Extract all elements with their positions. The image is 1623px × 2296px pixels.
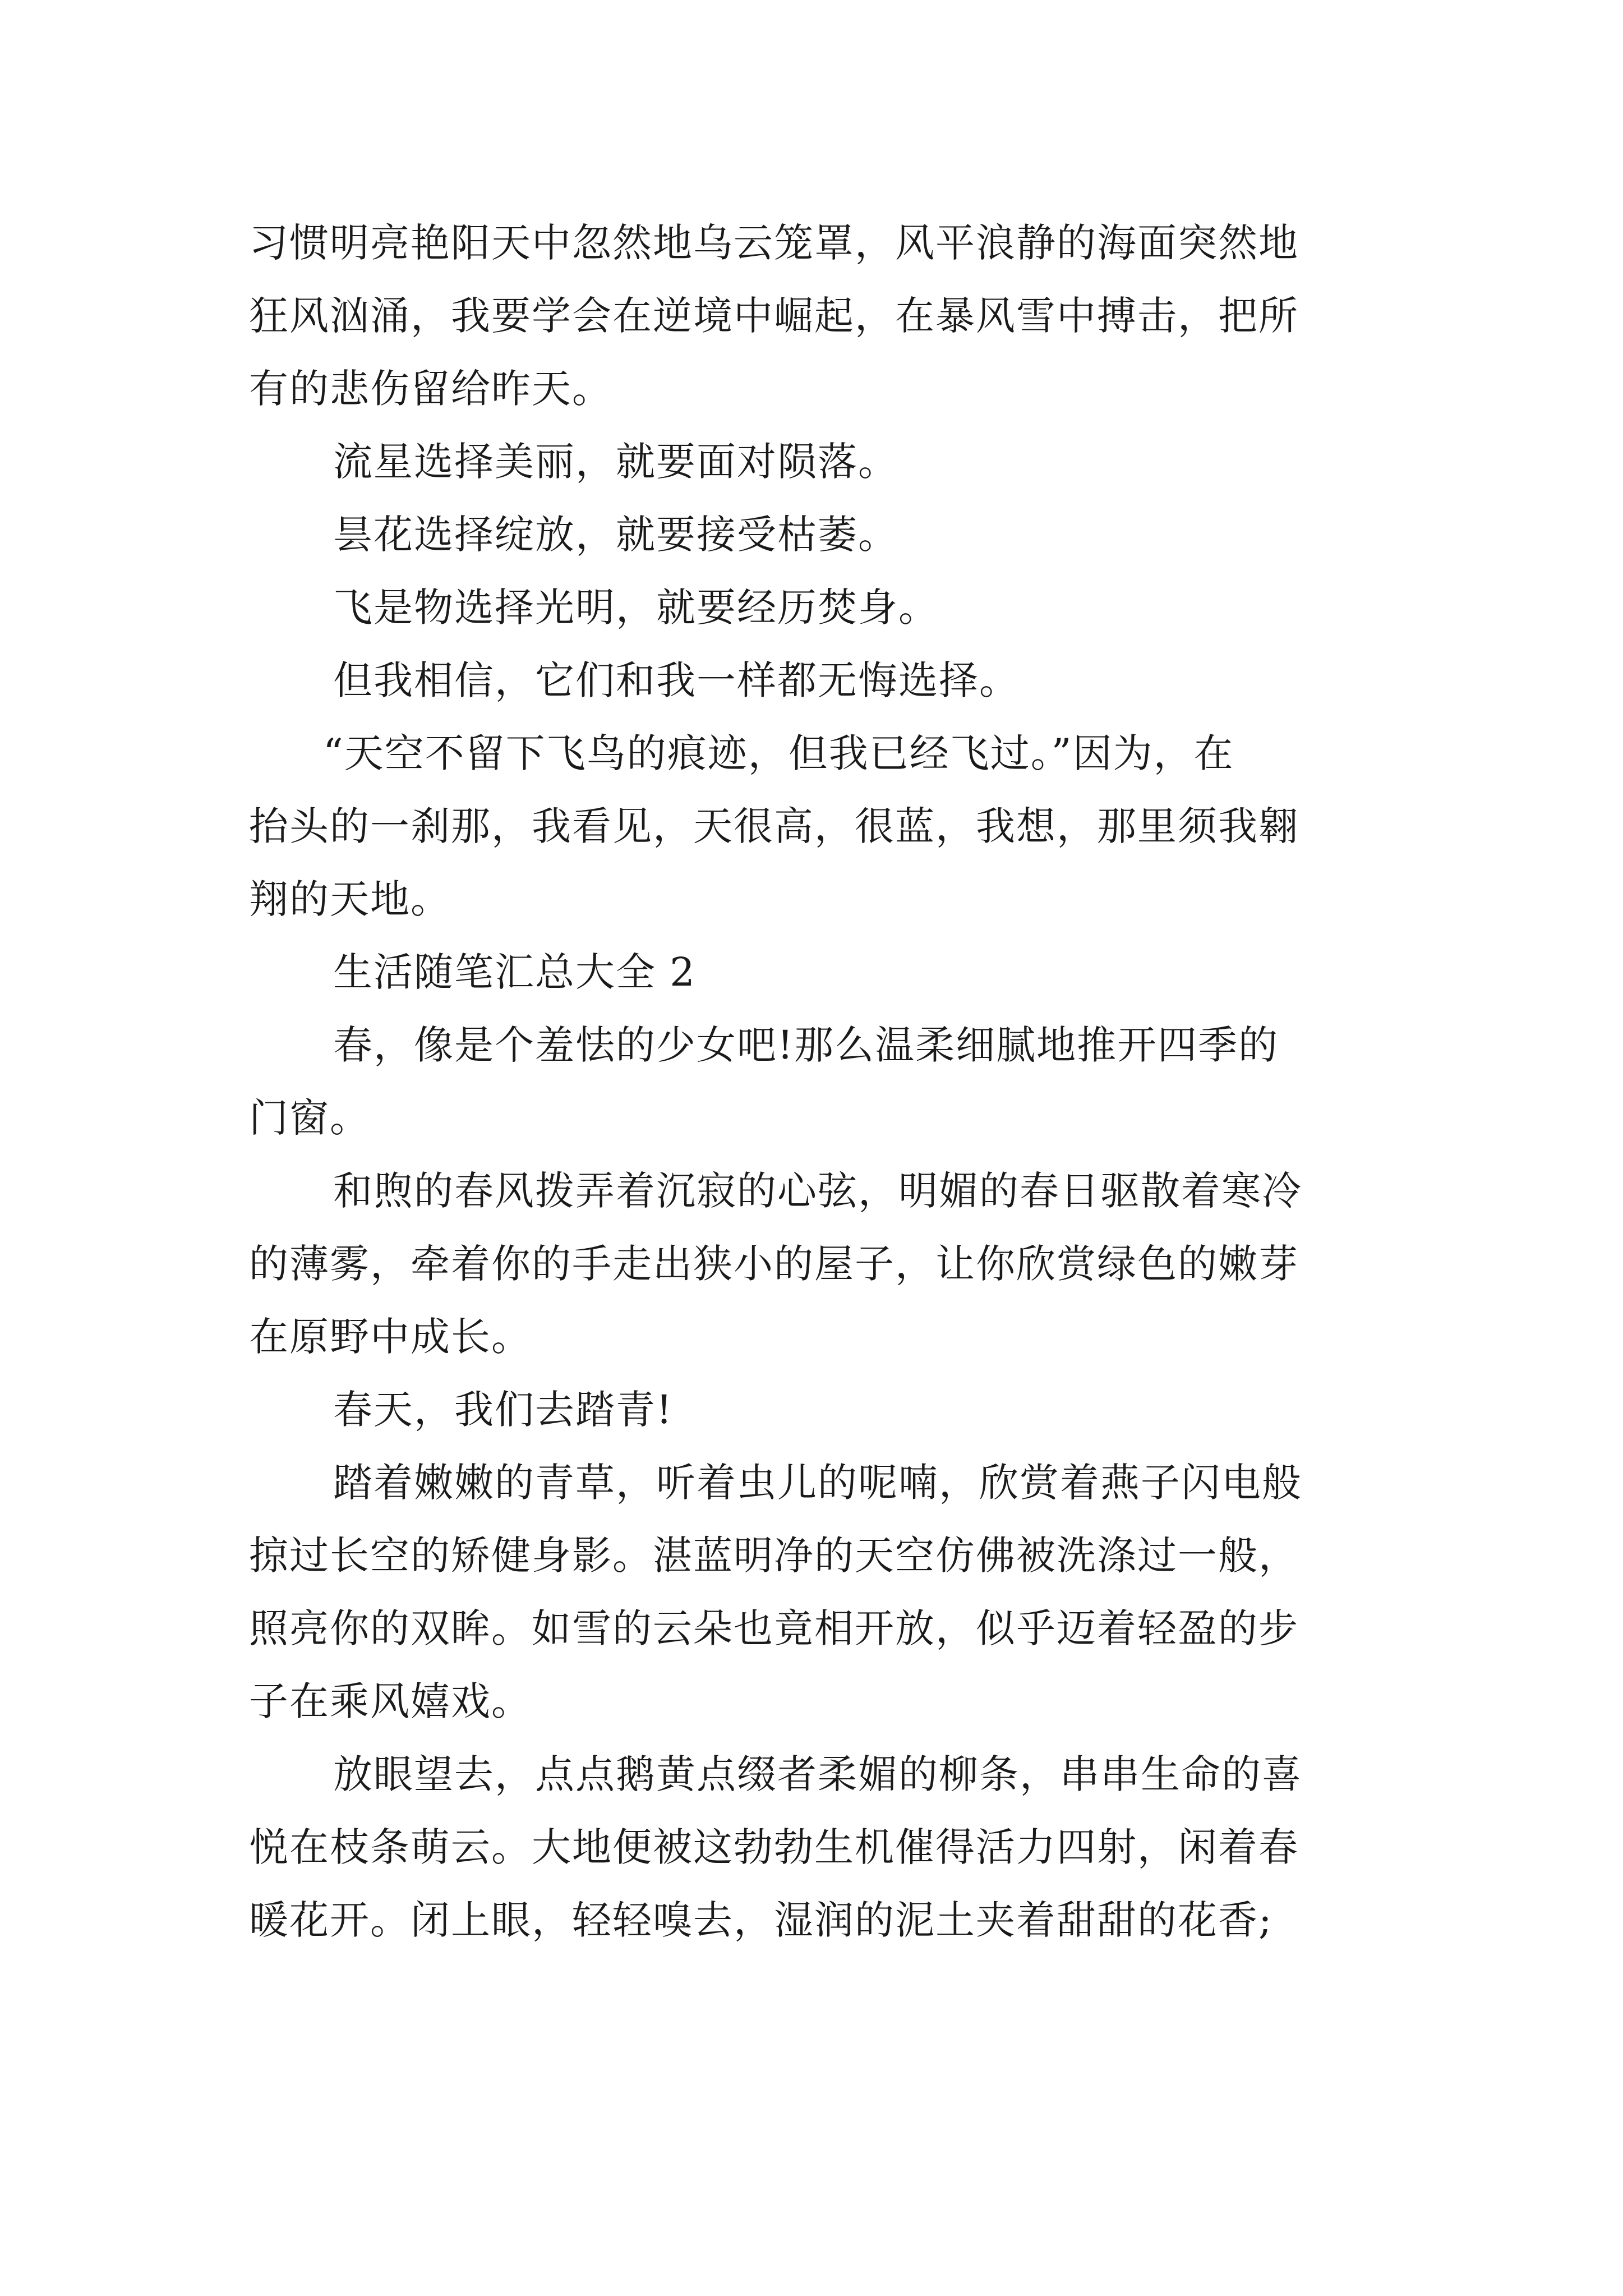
text-line: 狂风汹涌，我要学会在逆境中崛起，在暴风雪中搏击，把所	[249, 293, 1299, 339]
text-line: 照亮你的双眸。如雪的云朵也竟相开放，似乎迈着轻盈的步	[249, 1605, 1299, 1651]
text-line: 飞是物选择光明，就要经历焚身。	[333, 585, 939, 631]
text-line: 掠过长空的矫健身影。湛蓝明净的天空仿佛被洗涤过一般，	[249, 1533, 1299, 1579]
text-line: “天空不留下飞鸟的痕迹，但我已经飞过。”因为，在	[323, 730, 1234, 776]
text-line: 春天，我们去踏青!	[333, 1387, 674, 1433]
text-line: 踏着嫩嫩的青草，听着虫儿的呢喃，欣赏着燕子闪电般	[333, 1460, 1302, 1506]
text-line: 抬头的一刹那，我看见，天很高，很蓝，我想，那里须我翱	[249, 803, 1299, 849]
text-line: 子在乘风嬉戏。	[249, 1678, 532, 1724]
text-line: 翔的天地。	[249, 876, 451, 922]
text-line: 习惯明亮艳阳天中忽然地乌云笼罩，风平浪静的海面突然地	[249, 220, 1299, 266]
text-line: 流星选择美丽，就要面对陨落。	[333, 439, 898, 485]
text-line: 放眼望去，点点鹅黄点缀者柔媚的柳条，串串生命的喜	[333, 1751, 1302, 1797]
text-line: 有的悲伤留给昨天。	[249, 366, 612, 412]
section-heading: 生活随笔汇总大全 2	[333, 949, 696, 995]
text-line: 但我相信，它们和我一样都无悔选择。	[333, 657, 1020, 703]
text-line: 门窗。	[249, 1095, 370, 1141]
text-line: 暖花开。闭上眼，轻轻嗅去，湿润的泥土夹着甜甜的花香;	[249, 1897, 1273, 1943]
text-line: 悦在枝条萌云。大地便被这勃勃生机催得活力四射，闲着春	[249, 1824, 1299, 1870]
text-line: 昙花选择绽放，就要接受枯萎。	[333, 512, 898, 558]
text-line: 春，像是个羞怯的少女吧!那么温柔细腻地推开四季的	[333, 1022, 1279, 1068]
text-line: 的薄雾，牵着你的手走出狭小的屋子，让你欣赏绿色的嫩芽	[249, 1241, 1299, 1287]
text-line: 在原野中成长。	[249, 1314, 532, 1360]
text-line: 和煦的春风拨弄着沉寂的心弦，明媚的春日驱散着寒冷	[333, 1168, 1302, 1214]
body-text	[249, 206, 1387, 1957]
